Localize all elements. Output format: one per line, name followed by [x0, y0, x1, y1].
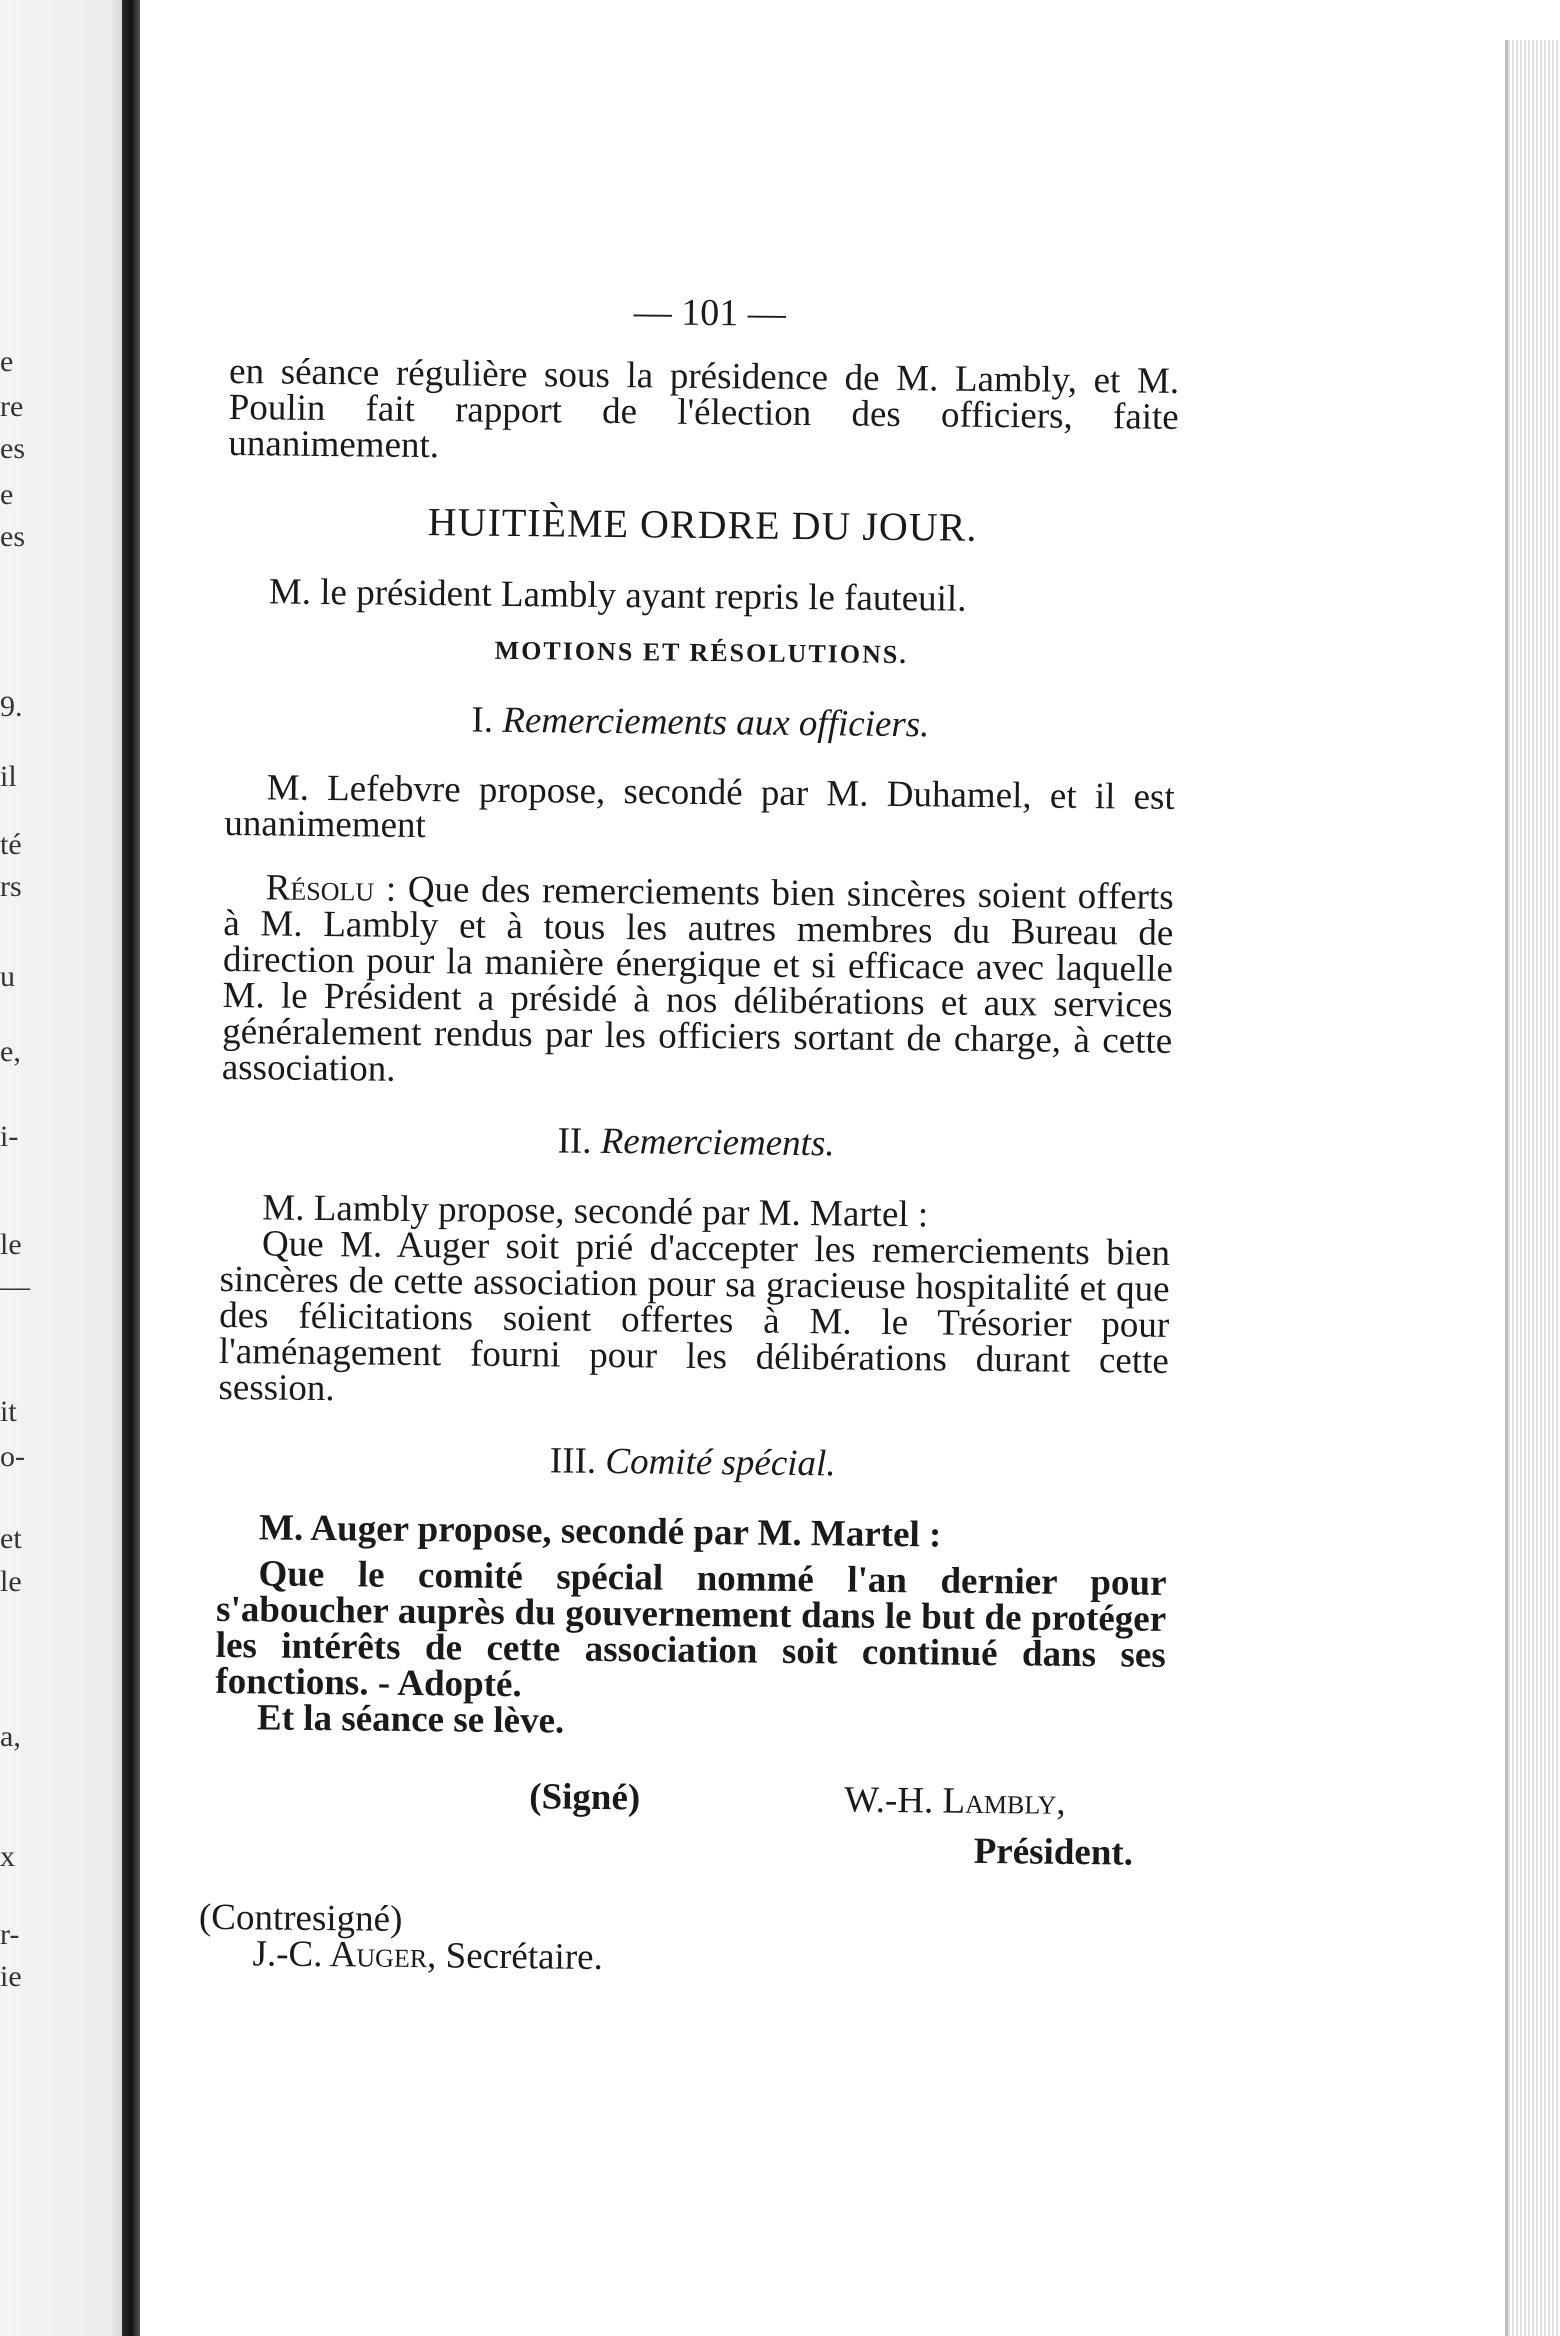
book-gutter: [122, 0, 140, 2336]
left-page-fragment: —: [0, 1270, 30, 1303]
left-page-fragment: e,: [0, 1035, 21, 1068]
left-page-fragment: e: [0, 345, 14, 378]
left-page-fragment: it: [0, 1395, 17, 1428]
section-heading: HUITIÈME ORDRE DU JOUR.: [427, 499, 978, 550]
section-title-text: Remerciements.: [600, 1120, 835, 1165]
signe-label: (Signé): [529, 1776, 641, 1819]
left-page-fragment: 9.: [0, 690, 23, 723]
left-page-fragment: i-: [0, 1120, 19, 1153]
section-title-text: Remerciements aux officiers.: [502, 699, 930, 746]
president-name: W.-H. Lambly,: [844, 1779, 1066, 1823]
contresigne-label: (Contresigné): [198, 1896, 403, 1940]
section-title-2: [221, 1120, 1171, 1166]
left-page-fragment: et: [0, 1522, 22, 1555]
section-title-text: Comité spécial.: [605, 1440, 836, 1485]
president-line: M. le président Lambly ayant repris le fauteuil.: [268, 571, 967, 620]
signature-block: [213, 1776, 1164, 1904]
motions-title: MOTIONS ET RÉSOLUTIONS.: [494, 635, 908, 670]
section-numeral: I.: [471, 699, 494, 741]
page-content: [198, 290, 1180, 1982]
resolution-text: : Que des remerciements bien sincères soient offerts à M. Lambly et à tous les autres membres du Bureau de direction pour la manière énergique et si efficace avec laquelle M. le Président a présidé à nos délibérations et aux services généralement rendus par les officiers sortant de charge, à cette association.: [221, 868, 1174, 1090]
left-page-fragment: e: [0, 478, 14, 511]
left-page-edge: [0, 0, 128, 2336]
left-page-fragment: es: [0, 520, 25, 553]
section-title-1: [225, 700, 1175, 746]
secretary-name: J.-C. Auger,: [252, 1933, 437, 1977]
section-3-proposal: M. Auger propose, secondé par M. Martel :: [258, 1507, 942, 1556]
left-page-fragment: x: [0, 1840, 15, 1873]
left-page-fragment: rs: [0, 870, 22, 903]
opening-paragraph: en séance régulière sous la présidence de M. Lambly, et M. Poulin fait rapport de l'élection des officiers, faite unanimement.: [228, 350, 1180, 467]
section-2-body: Que M. Auger soit prié d'accepter les remerciements bien sincères de cette association pour sa gracieuse hospitalité et que des félicitations soient offertes à M. le Trésorier pour l'aménagement fourni pour les délibérations durant cette session.: [218, 1223, 1171, 1410]
left-page-fragment: re: [0, 390, 24, 423]
left-page-fragment: le: [0, 1565, 22, 1598]
page-number: — 101 —: [633, 291, 787, 335]
section-numeral: III.: [549, 1440, 597, 1482]
section-3-body: Que le comité spécial nommé l'an dernier pour s'aboucher auprès du gouvernement dans le but de protéger les intérêts de cette association soit continué dans ses fonctions. - Adopté.: [215, 1553, 1167, 1706]
resolu-label: Résolu: [265, 867, 375, 910]
page-stack-edge: [1505, 40, 1560, 2336]
secretary-title: Secrétaire.: [436, 1935, 604, 1978]
section-title-3: [218, 1440, 1168, 1486]
left-page-fragment: o-: [0, 1440, 25, 1473]
left-page-fragment: ie: [0, 1960, 22, 1993]
left-page-fragment: r-: [0, 1918, 20, 1951]
section-numeral: II.: [557, 1120, 592, 1162]
left-page-fragment: té: [0, 828, 22, 861]
left-page-fragment: es: [0, 432, 25, 465]
section-2-proposal: M. Lambly propose, secondé par M. Martel :: [262, 1187, 929, 1236]
section-1-proposal: M. Lefebvre propose, secondé par M. Duhamel, et il est unanimement: [224, 767, 1175, 847]
section-1-resolution: [221, 867, 1174, 1096]
left-page-fragment: le: [0, 1228, 22, 1261]
left-page-fragment: a,: [0, 1720, 21, 1753]
left-page-fragment: u: [0, 960, 15, 993]
closing-line: Et la séance se lève.: [256, 1697, 565, 1742]
left-page-fragment: il: [0, 760, 17, 793]
president-title: Président.: [973, 1830, 1134, 1874]
